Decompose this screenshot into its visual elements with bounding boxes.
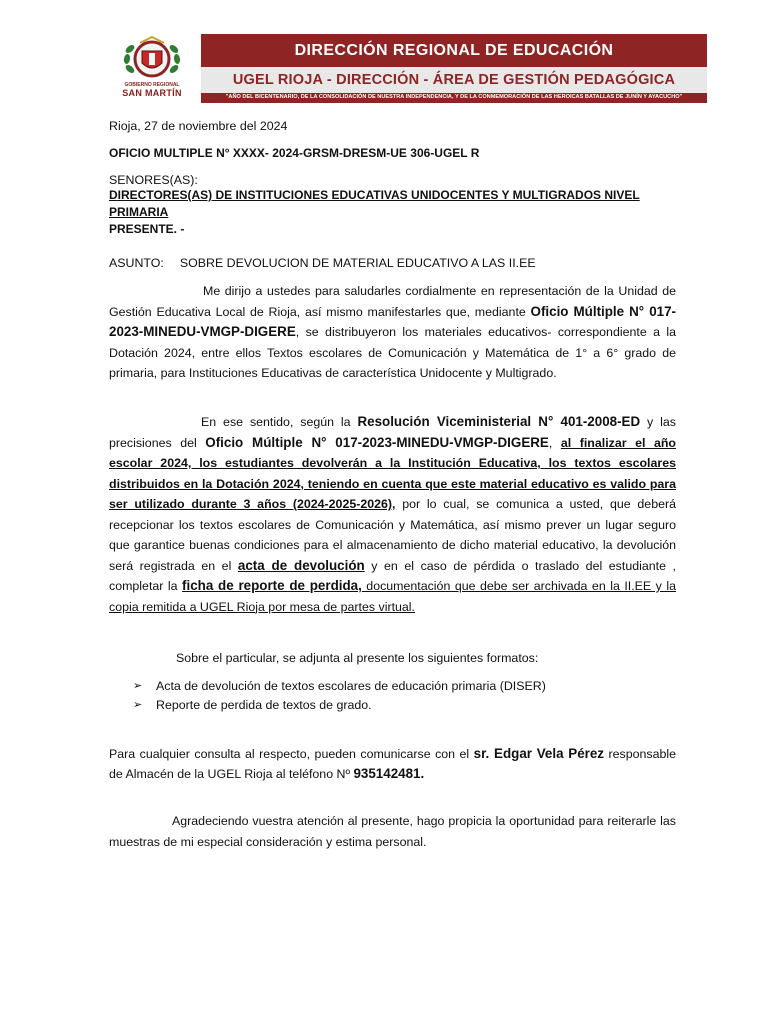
list-item: [133, 677, 693, 696]
p4-text-a: Para cualquier consulta al respecto, pueden comunicarse con el: [109, 747, 474, 761]
attachments-list: [133, 677, 693, 715]
letter-subject: [109, 254, 676, 272]
attachment-label: Acta de devolución de textos escolares de educación primaria (DISER): [156, 679, 546, 693]
p1-text-c: , se distribuyeron los materiales educativos- correspondiente a la Dotación 2024, entre ellos Textos escolares de Comunicación y Matemática de 1° a 6° grado de primaria, para Instituciones Educativas de característica Unidocente y Multigrado.: [109, 325, 676, 380]
contact-name: sr. Edgar Vela Pérez: [473, 746, 605, 761]
contact-phone: 935142481.: [353, 766, 425, 781]
letter-salutation: SENORES(AS):: [109, 173, 198, 187]
p2-text-g: por lo cual, se comunica a usted, que deberá recepcionar los textos escolares de Comunicación y Matemática, así mismo prever un lugar seguro que garantice buenas condiciones para el almacenamiento de dicho material educativo, la devolución será registrada en el: [109, 497, 676, 573]
letter-recipients: DIRECTORES(AS) DE INSTITUCIONES EDUCATIVAS UNIDOCENTES Y MULTIGRADOS NIVEL PRIMARIA: [109, 188, 640, 219]
p2-text-i: y en el caso de pérdida o traslado del estudiante , completar la: [109, 558, 676, 593]
attachment-label: Reporte de perdida de textos de grado.: [156, 698, 372, 712]
paragraph-5: [109, 811, 676, 852]
p2-resolucion-reference: Resolución Viceministerial N° 401-2008-ED: [357, 414, 641, 429]
letter-reference: OFICIO MULTIPLE N° XXXX- 2024-GRSM-DRESM-UE 306-UGEL R: [109, 146, 480, 160]
paragraph-4: [109, 744, 676, 784]
paragraph-2: [109, 412, 676, 617]
header-subtitle: UGEL RIOJA - DIRECCIÓN - ÁREA DE GESTIÓN PEDAGÓGICA: [232, 72, 676, 88]
p2-text-a: En ese sentido, según la: [201, 415, 358, 429]
p4-text-c: responsable de Almacén de la UGEL Rioja al teléfono Nº: [109, 747, 676, 781]
header-title-banner: [201, 34, 707, 67]
arrow-bullet-icon: ➢: [133, 680, 143, 692]
p2-acta-devolucion: acta de devolución: [237, 557, 365, 573]
p2-text-e: ,: [548, 435, 561, 450]
p2-oficio-reference: Oficio Múltiple N° 017-2023-MINEDU-VMGP-DIGERE: [205, 434, 549, 450]
list-item: [133, 696, 693, 715]
paragraph-1: [109, 281, 676, 384]
letter-presente: PRESENTE. -: [109, 222, 185, 236]
subject-text: SOBRE DEVOLUCION DE MATERIAL EDUCATIVO A LAS II.EE: [179, 256, 536, 270]
paragraph-3: Sobre el particular, se adjunta al presente los siguientes formatos:: [176, 651, 539, 665]
p2-text-c: y las precisiones del: [109, 415, 677, 450]
p2-return-notice: al finalizar el año escolar 2024, los estudiantes devolverán a la Institución Educativa, los textos escolares distribuidos en la Dotación 2024, teniendo en cuenta que este material educativo es valido para ser utilizado durante 3 años (2024-2025-2026),: [109, 435, 676, 511]
logo-line2: SAN MARTÍN: [122, 88, 182, 98]
letter-date: Rioja, 27 de noviembre del 2024: [109, 119, 288, 133]
p1-oficio-reference: Oficio Múltiple N° 017-2023-MINEDU-VMGP-DIGERE: [109, 303, 676, 339]
header-motto: "AÑO DEL BICENTENARIO, DE LA CONSOLIDACIÓN DE NUESTRA INDEPENDENCIA, Y DE LA CONMEMORACIÓN DE LAS HEROICAS BATALLAS DE JUNÍN Y AYACUCHO": [225, 94, 683, 100]
p2-ficha-reporte: ficha de reporte de perdida,: [182, 578, 362, 593]
p5-text: Agradeciendo vuestra atención al presente, hago propicia la oportunidad para reiterarle las muestras de mi especial consideración y estima personal.: [109, 814, 676, 849]
arrow-bullet-icon: ➢: [133, 699, 143, 711]
p1-text-a: Me dirijo a ustedes para saludarles cordialmente en representación de la Unidad de Gestión Educativa Local de Rioja, así mismo manifestarles que, mediante: [109, 284, 676, 319]
header-motto-banner: [201, 93, 707, 103]
logo-label: [114, 82, 190, 98]
subject-label: ASUNTO:: [109, 256, 164, 270]
logo-line1: GOBIERNO REGIONAL: [124, 82, 180, 88]
p2-text-k: documentación que debe ser archivada en la II.EE y la copia remitida a UGEL Rioja por mesa de partes virtual.: [109, 579, 677, 614]
header-subtitle-banner: [201, 67, 707, 93]
header-title: DIRECCIÓN REGIONAL DE EDUCACIÓN: [294, 42, 614, 59]
